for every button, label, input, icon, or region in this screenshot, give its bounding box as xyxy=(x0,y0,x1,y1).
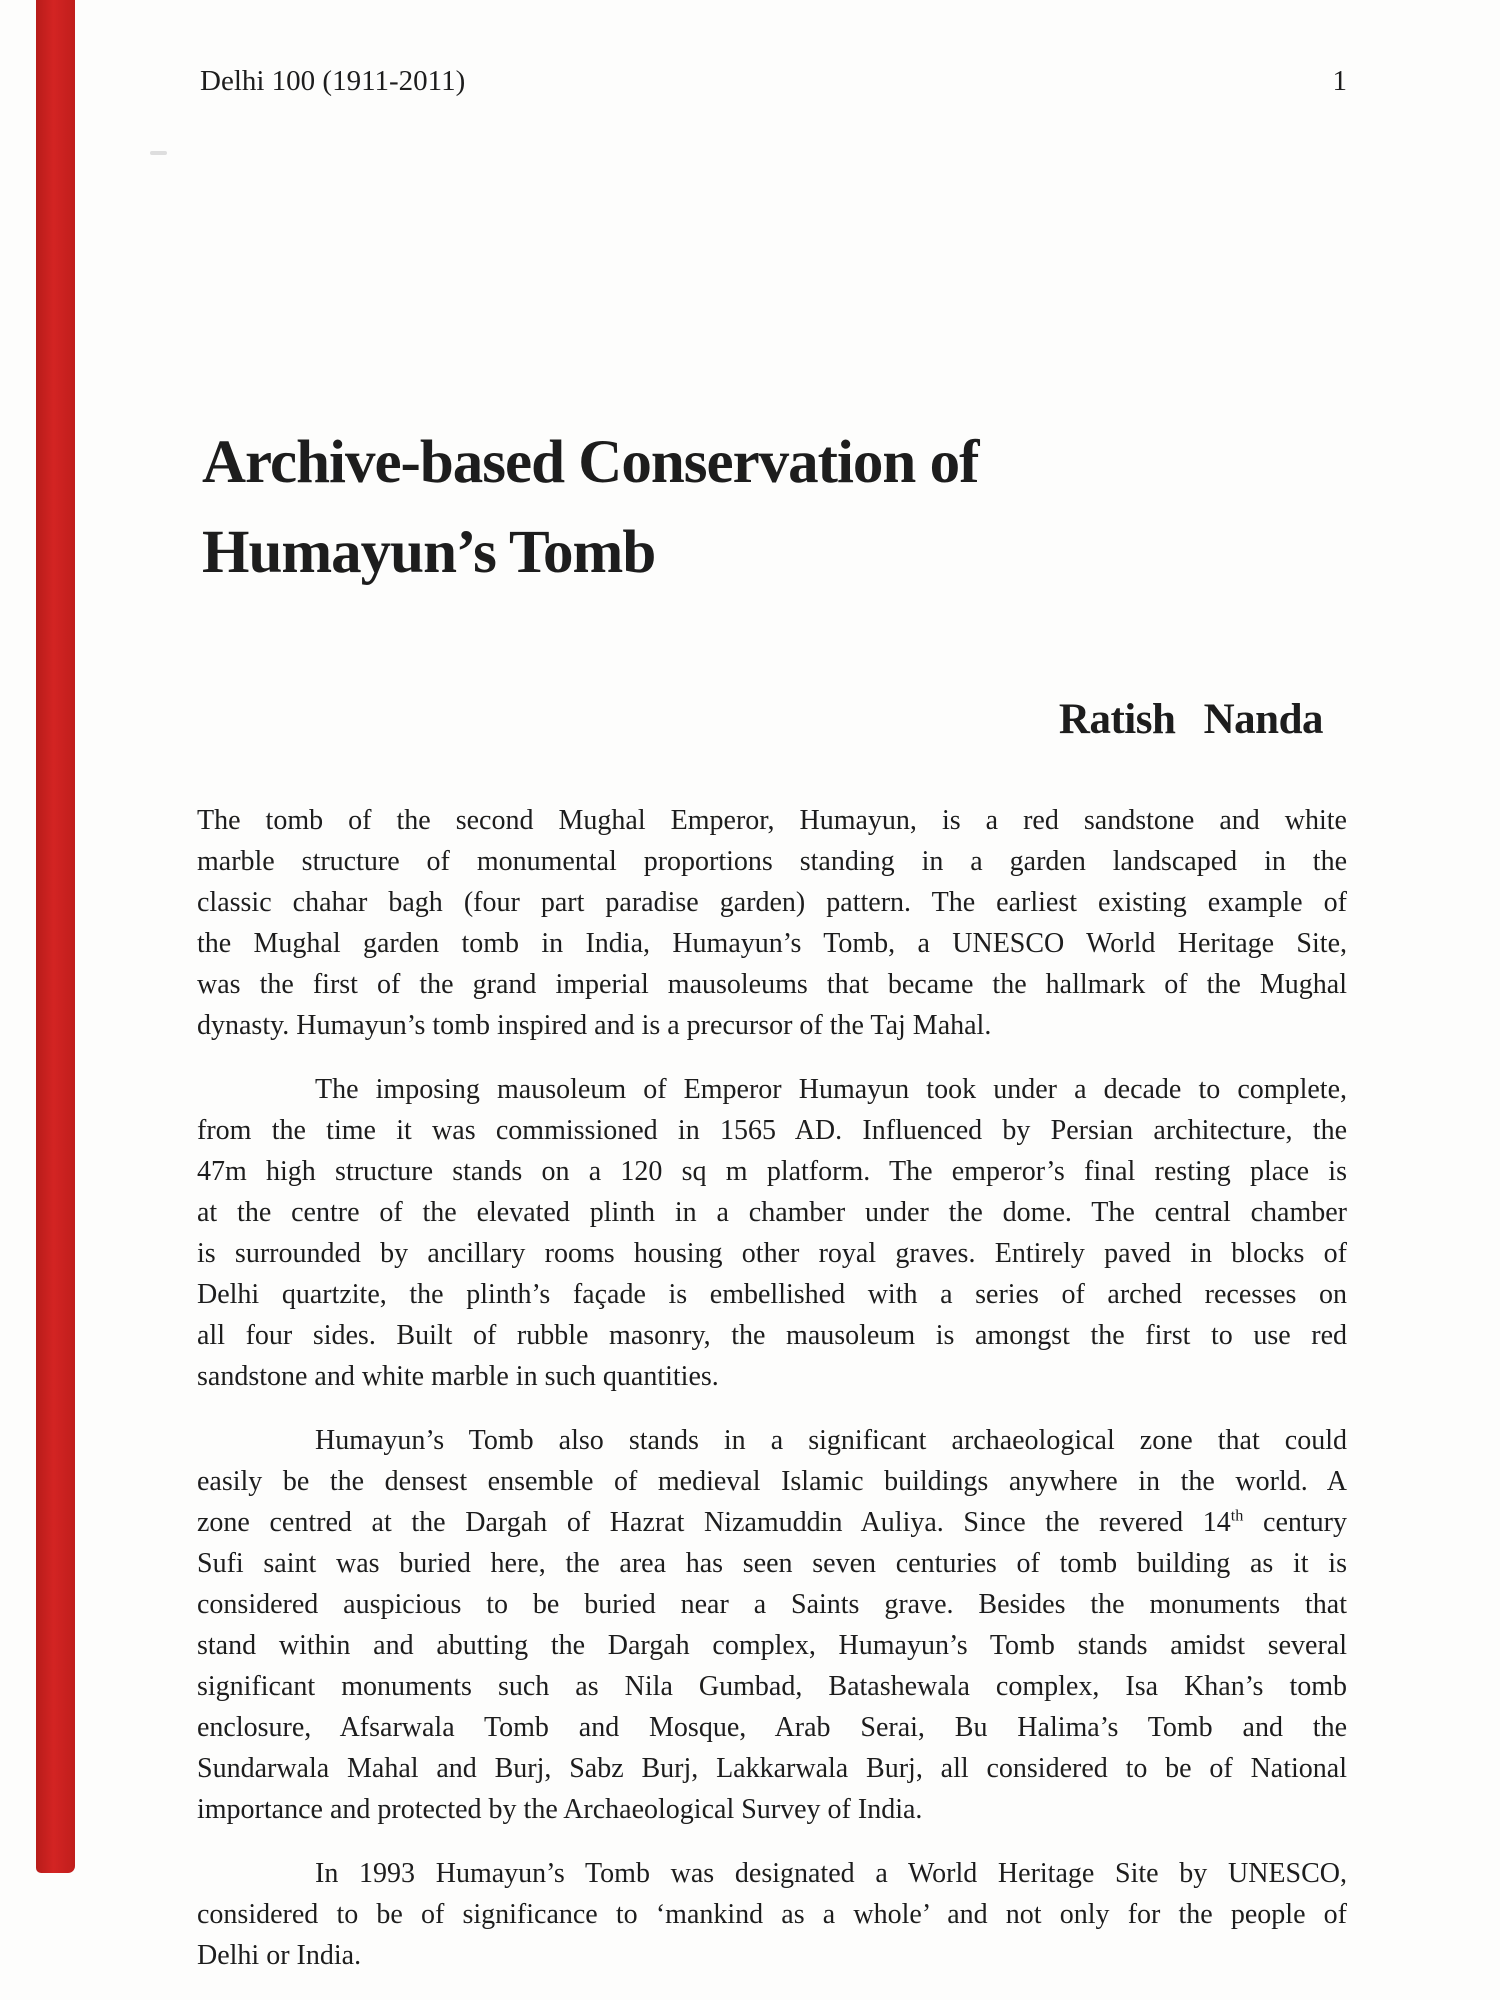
text-line: easily be the densest ensemble of medieval Islamic buildings anywhere in the world. A xyxy=(197,1466,1347,1497)
article-title xyxy=(202,418,978,598)
paragraph xyxy=(197,1853,1347,1976)
text-line: all four sides. Built of rubble masonry, the mausoleum is amongst the first to use red xyxy=(197,1320,1347,1351)
article-body xyxy=(197,800,1347,1999)
text-line: considered auspicious to be buried near a Saints grave. Besides the monuments that xyxy=(197,1589,1347,1620)
text-line: Delhi quartzite, the plinth’s façade is embellished with a series of arched recesses on xyxy=(197,1279,1347,1310)
scan-artifact-dash xyxy=(150,151,167,155)
text-line: from the time it was commissioned in 1565 AD. Influenced by Persian architecture, the xyxy=(197,1115,1347,1146)
text-line: 47m high structure stands on a 120 sq m platform. The emperor’s final resting place is xyxy=(197,1156,1347,1187)
paragraph xyxy=(197,1069,1347,1397)
text-line: considered to be of significance to ‘mankind as a whole’ and not only for the people of xyxy=(197,1899,1347,1930)
text-line: importance and protected by the Archaeological Survey of India. xyxy=(197,1794,923,1825)
paragraph xyxy=(197,1420,1347,1830)
text-line: the Mughal garden tomb in India, Humayun’s Tomb, a UNESCO World Heritage Site, xyxy=(197,928,1347,959)
text-line: stand within and abutting the Dargah complex, Humayun’s Tomb stands amidst several xyxy=(197,1630,1347,1661)
text-line: Sundarwala Mahal and Burj, Sabz Burj, Lakkarwala Burj, all considered to be of National xyxy=(197,1753,1347,1784)
text-line: The tomb of the second Mughal Emperor, Humayun, is a red sandstone and white xyxy=(197,805,1347,836)
text-line: is surrounded by ancillary rooms housing other royal graves. Entirely paved in blocks of xyxy=(197,1238,1347,1269)
text-line: marble structure of monumental proportions standing in a garden landscaped in the xyxy=(197,846,1347,877)
page-number: 1 xyxy=(1332,65,1347,97)
text-line: Humayun’s Tomb also stands in a significant archaeological zone that could xyxy=(315,1425,1347,1456)
text-line: enclosure, Afsarwala Tomb and Mosque, Arab Serai, Bu Halima’s Tomb and the xyxy=(197,1712,1347,1743)
text-line: at the centre of the elevated plinth in a chamber under the dome. The central chamber xyxy=(197,1197,1347,1228)
running-header xyxy=(200,64,1347,98)
text-line: significant monuments such as Nila Gumbad, Batashewala complex, Isa Khan’s tomb xyxy=(197,1671,1347,1702)
running-header-text: Delhi 100 (1911-2011) xyxy=(200,65,466,97)
author-name: Ratish Nanda xyxy=(1058,696,1323,743)
text-line: sandstone and white marble in such quantities. xyxy=(197,1361,719,1392)
text-line: In 1993 Humayun’s Tomb was designated a World Heritage Site by UNESCO, xyxy=(315,1858,1347,1889)
text-line: classic chahar bagh (four part paradise garden) pattern. The earliest existing example of xyxy=(197,887,1347,918)
text-line: The imposing mausoleum of Emperor Humayun took under a decade to complete, xyxy=(315,1074,1347,1105)
text-line: was the first of the grand imperial mausoleums that became the hallmark of the Mughal xyxy=(197,969,1347,1000)
text-line: Archive-based Conservation of xyxy=(202,429,979,496)
book-edge-stripe xyxy=(36,0,75,1873)
text-line: Sufi saint was buried here, the area has seen seven centuries of tomb building as it is xyxy=(197,1548,1347,1579)
text-line: Delhi or India. xyxy=(197,1940,362,1971)
paragraph xyxy=(197,800,1347,1046)
text-line: Humayun’s Tomb xyxy=(202,519,656,586)
text-line: zone centred at the Dargah of Hazrat Nizamuddin Auliya. Since the revered 14th century xyxy=(197,1506,1347,1538)
text-line: dynasty. Humayun’s tomb inspired and is a precursor of the Taj Mahal. xyxy=(197,1010,992,1041)
